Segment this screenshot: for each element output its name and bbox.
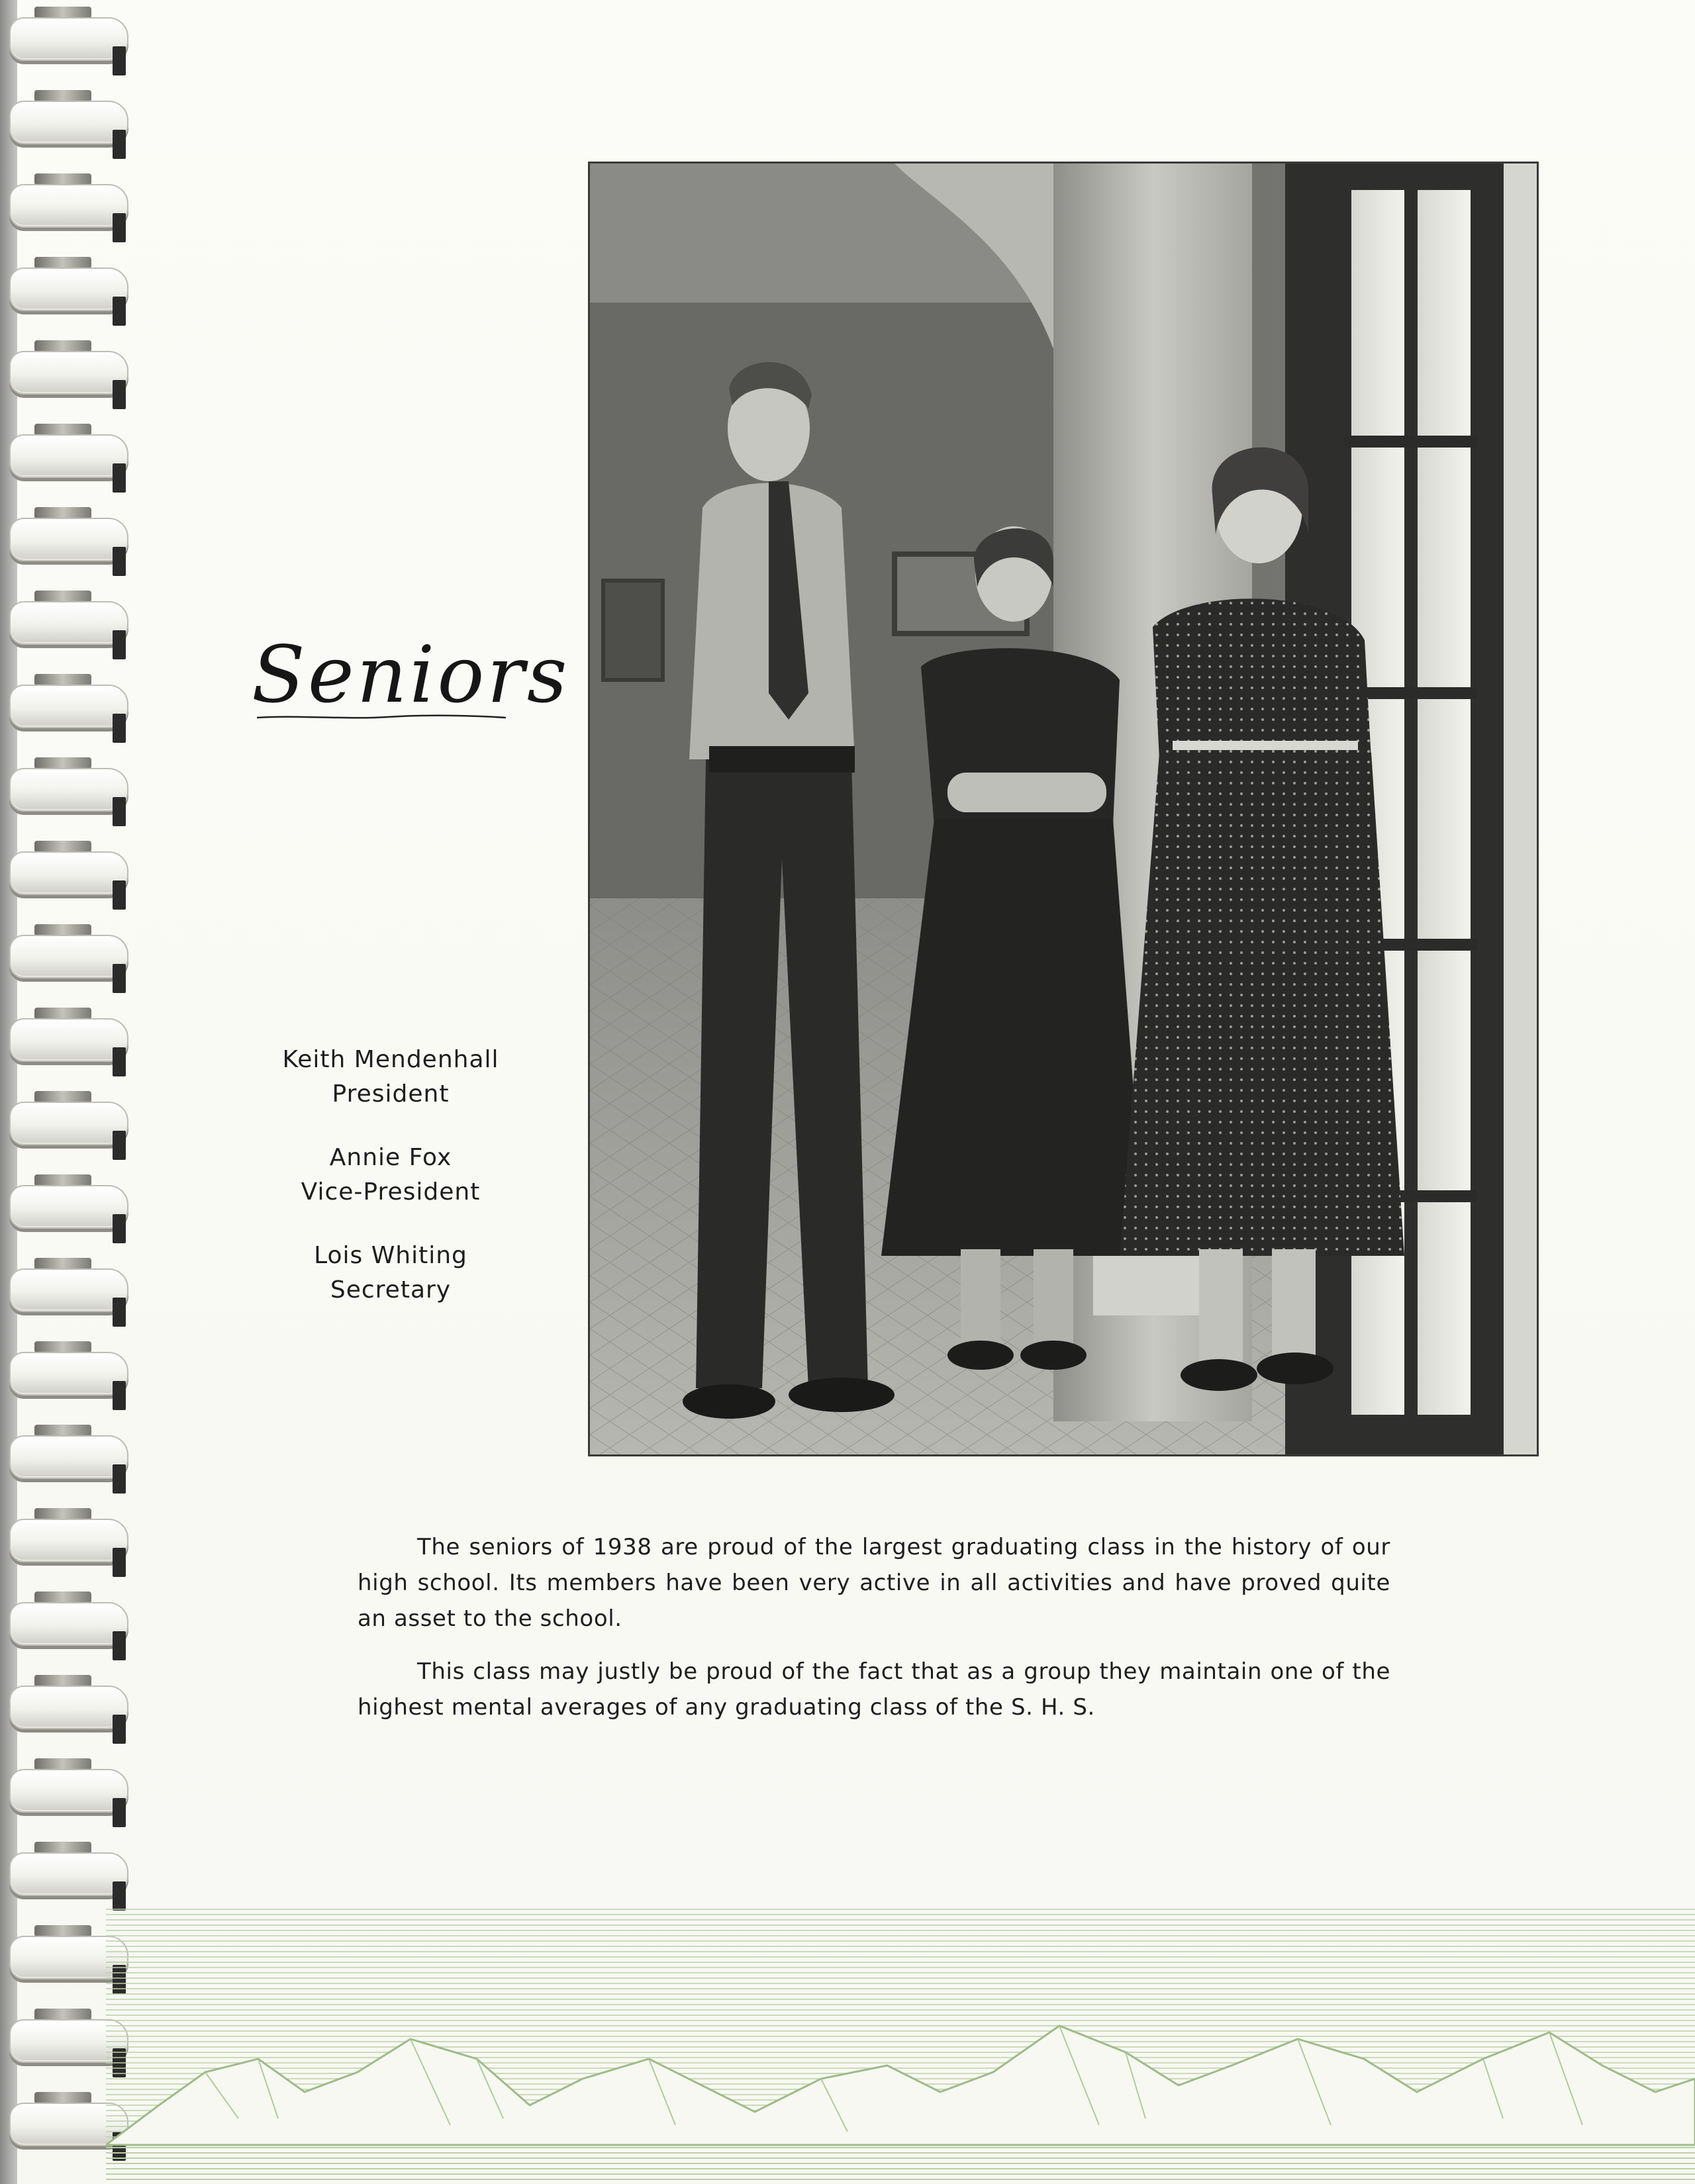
binding-coil-tab (113, 1047, 126, 1076)
binding-coil (9, 1008, 128, 1076)
binding-coil-tab (113, 880, 126, 910)
binding-coil (9, 507, 128, 576)
binding-coil-loop (9, 17, 128, 61)
binding-coil (9, 424, 128, 493)
paragraph: The seniors of 1938 are proud of the largest graduating class in the history of our high school. Its members have been very active in all activities and have proved quite an asset to the school. (358, 1534, 1390, 1632)
binding-coil-tab (113, 630, 126, 659)
binding-coil-tab (113, 964, 126, 993)
officers-list (252, 1043, 530, 1337)
binding-coil-loop (9, 351, 128, 395)
officer-name: Keith Mendenhall (282, 1046, 499, 1073)
binding-coil-tab (113, 1464, 126, 1494)
binding-coil-loop (9, 1352, 128, 1396)
binding-coil-loop (9, 434, 128, 478)
binding-coil (9, 1508, 128, 1577)
binding-coil-tab (113, 1631, 126, 1660)
officer-entry (252, 1141, 530, 1210)
binding-coil (9, 674, 128, 743)
binding-coil-loop (9, 1602, 128, 1646)
binding-coil (9, 7, 128, 75)
officer-title: Secretary (330, 1276, 452, 1304)
binding-coil-loop (9, 1435, 128, 1479)
binding-coil-tab (113, 1548, 126, 1577)
class-officers-photo (588, 162, 1539, 1456)
binding-coil-tab (113, 547, 126, 576)
binding-coil (9, 591, 128, 659)
binding-coil-loop (9, 1769, 128, 1813)
binding-coil-loop (9, 1519, 128, 1562)
title-flourish-icon (256, 714, 507, 720)
binding-coil-tab (113, 213, 126, 242)
binding-coil-loop (9, 267, 128, 311)
officer-name: Lois Whiting (314, 1242, 467, 1269)
binding-coil (9, 757, 128, 826)
binding-coil-tab (113, 1131, 126, 1160)
binding-coil (9, 173, 128, 242)
binding-coil-tab (113, 380, 126, 409)
binding-coil-loop (9, 184, 128, 228)
spiral-binding-icon (0, 0, 139, 2184)
binding-coil (9, 90, 128, 159)
mountain-range-icon (106, 1907, 1695, 2184)
page-title: Seniors (252, 629, 570, 720)
binding-coil (9, 1258, 128, 1327)
binding-coil-tab (113, 297, 126, 326)
binding-coil (9, 1174, 128, 1243)
binding-coil-tab (113, 797, 126, 826)
binding-coil-tab (113, 1298, 126, 1327)
binding-coil-tab (113, 714, 126, 743)
binding-coil-tab (113, 463, 126, 493)
binding-coil (9, 1091, 128, 1160)
binding-coil-loop (9, 101, 128, 144)
officer-title: Vice-President (301, 1178, 481, 1206)
binding-coil-loop (9, 851, 128, 895)
binding-coil-loop (9, 1102, 128, 1145)
binding-coil-tab (113, 130, 126, 159)
binding-coil (9, 1758, 128, 1827)
binding-coil (9, 1425, 128, 1494)
paragraph: This class may justly be proud of the fact that as a group they maintain one of the highest mental averages of any graduating class of the S. H. S. (358, 1658, 1390, 1721)
binding-coil-tab (113, 1715, 126, 1744)
binding-coil-loop (9, 518, 128, 561)
binding-coil-loop (9, 1018, 128, 1062)
officer-entry (252, 1239, 530, 1307)
binding-coil-loop (9, 1685, 128, 1729)
binding-coil-loop (9, 1268, 128, 1312)
binding-coil-loop (9, 685, 128, 728)
officer-entry (252, 1043, 530, 1112)
binding-coil-loop (9, 601, 128, 645)
binding-coil-loop (9, 768, 128, 812)
binding-coil-loop (9, 935, 128, 978)
binding-coil-loop (9, 1185, 128, 1229)
binding-coil (9, 1842, 128, 1911)
binding-coil-tab (113, 46, 126, 75)
binding-coil (9, 924, 128, 993)
officer-title: President (332, 1080, 450, 1108)
binding-coil-tab (113, 1214, 126, 1243)
photo-illustration (590, 164, 1537, 1454)
officer-name: Annie Fox (329, 1144, 452, 1171)
binding-coil (9, 1341, 128, 1410)
binding-coil (9, 1675, 128, 1744)
binding-coil (9, 841, 128, 910)
binding-coil-tab (113, 1381, 126, 1410)
binding-coil (9, 257, 128, 326)
class-description (358, 1529, 1390, 1742)
binding-coil (9, 340, 128, 409)
binding-coil-tab (113, 1798, 126, 1827)
binding-coil-loop (9, 1852, 128, 1896)
binding-coil (9, 1591, 128, 1660)
